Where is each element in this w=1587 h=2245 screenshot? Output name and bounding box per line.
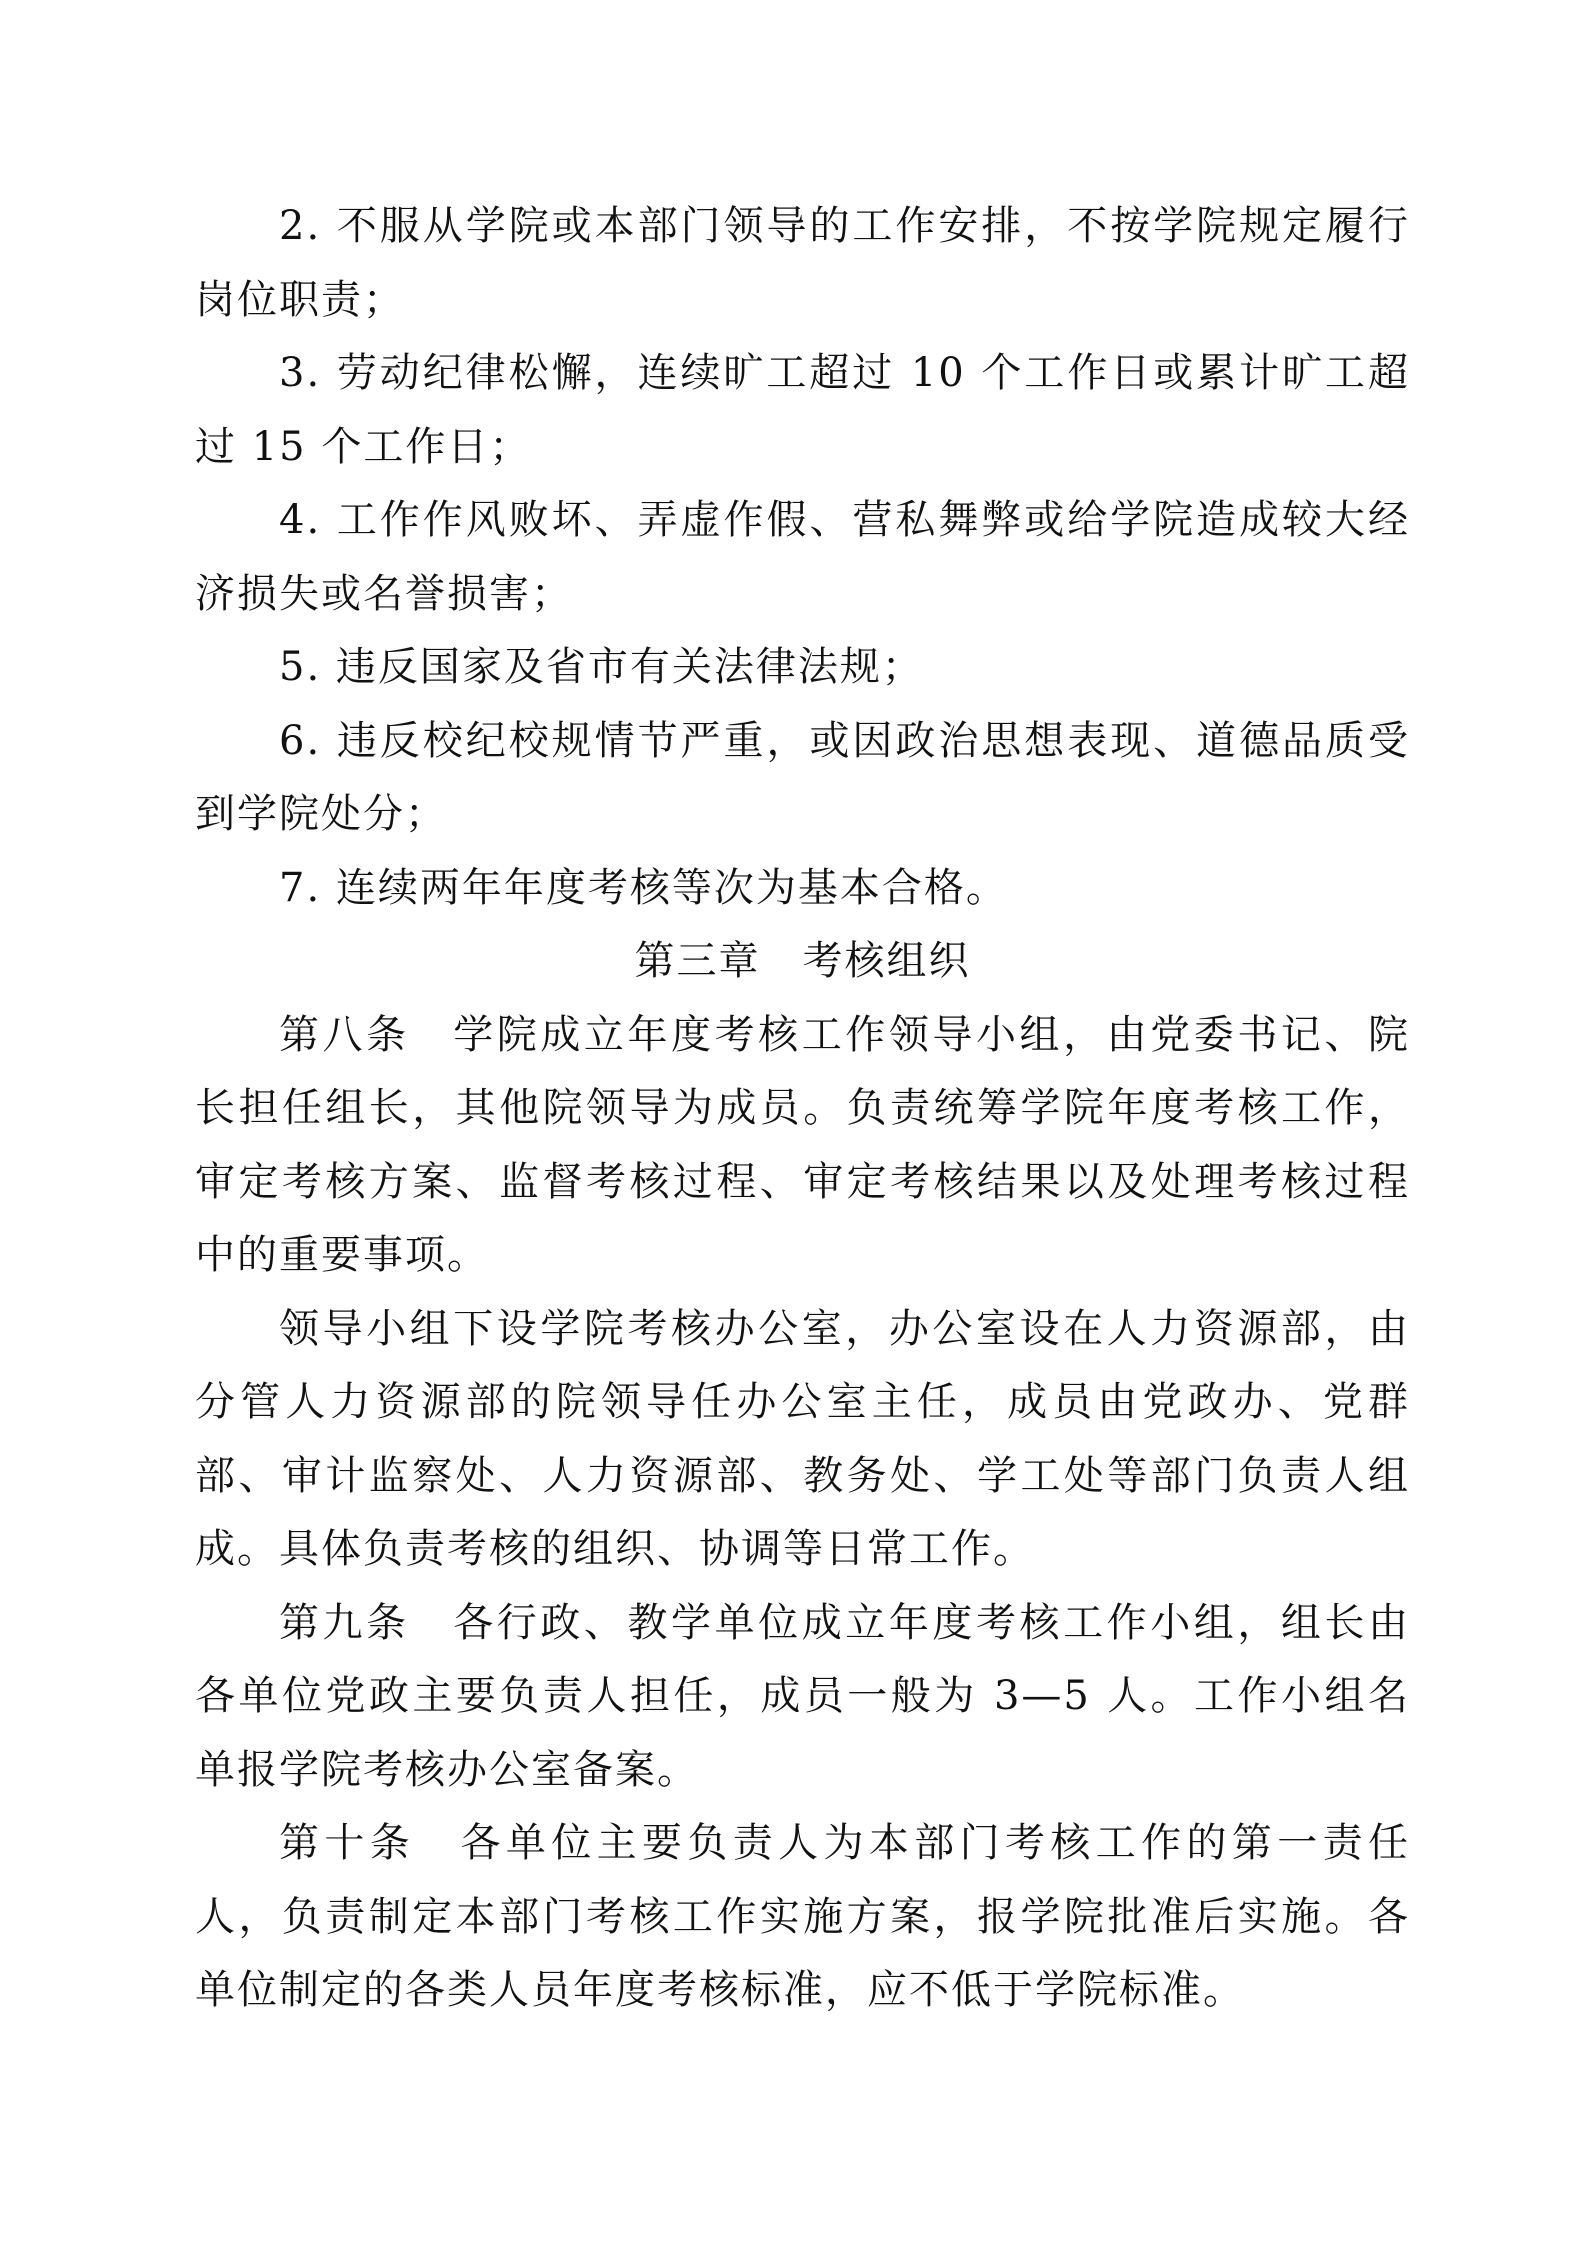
list-item-6: 6. 违反校纪校规情节严重，或因政治思想表现、道德品质受到学院处分； (195, 717, 1410, 837)
article-8-office: 领导小组下设学院考核办公室，办公室设在人力资源部，由分管人力资源部的院领导任办公室主任，成员由党政办、党群部、审计监察处、人力资源部、教务处、学工处等部门负责人组成。具体负责考核的组织、协调等日常工作。 (195, 1305, 1410, 1572)
chapter-heading: 第三章 考核组织 (634, 938, 971, 984)
list-item-7: 7. 连续两年年度考核等次为基本合格。 (279, 864, 1008, 911)
list-item-3: 3. 劳动纪律松懈，连续旷工超过 10 个工作日或累计旷工超过 15 个工作日； (195, 350, 1410, 470)
list-item-2: 2. 不服从学院或本部门领导的工作安排，不按学院规定履行岗位职责； (195, 203, 1410, 323)
document-page (195, 190, 1410, 2028)
article-10: 第十条 各单位主要负责人为本部门考核工作的第一责任人，负责制定本部门考核工作实施方案，报学院批准后实施。各单位制定的各类人员年度考核标准，应不低于学院标准。 (195, 1820, 1410, 2013)
list-item-5: 5. 违反国家及省市有关法律法规； (279, 644, 924, 690)
list-item-4: 4. 工作作风败坏、弄虚作假、营私舞弊或给学院造成较大经济损失或名誉损害； (195, 497, 1410, 617)
article-9: 第九条 各行政、教学单位成立年度考核工作小组，组长由各单位党政主要负责人担任，成员一般为 3—5 人。工作小组名单报学院考核办公室备案。 (195, 1599, 1410, 1793)
article-8: 第八条 学院成立年度考核工作领导小组，由党委书记、院长担任组长，其他院领导为成员。负责统筹学院年度考核工作，审定考核方案、监督考核过程、审定考核结果以及处理考核过程中的重要事项。 (195, 1011, 1410, 1278)
